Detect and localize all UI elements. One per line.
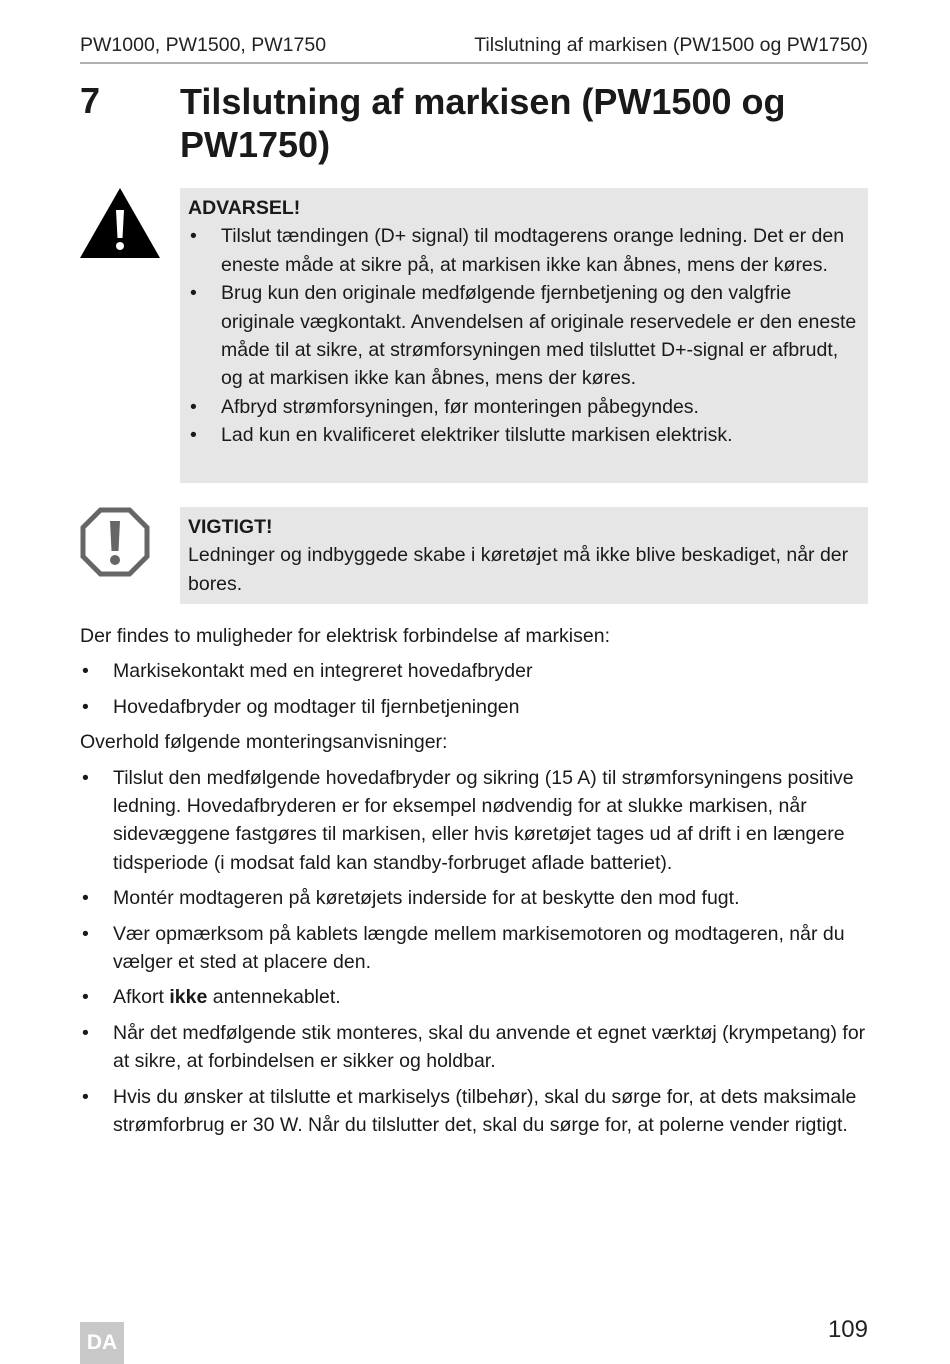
warning-list [188,222,858,449]
list-item: • Hovedafbryder og modtager til fjernbetjeningen [82,695,520,718]
list-item: • Vær opmærksom på kablets længde mellem markisemotoren og modtageren, når du vælger et sted at placere den. [82,922,845,974]
list-item: • Tilslut tændingen (D+ signal) til modtagerens orange ledning. Det er den eneste måde at sikre på, at markisen ikke kan åbnes, mens der køres. [190,225,845,276]
chapter-number: 7 [80,80,101,121]
intro-paragraph: Der findes to muligheder for elektrisk forbindelse af markisen: [80,625,610,647]
running-header [80,32,868,64]
important-box [180,507,868,604]
important-label: VIGTIGT! [188,516,273,538]
warning-box [180,188,868,483]
instructions-list [80,764,870,1140]
list-item: • Brug kun den originale medfølgende fjernbetjening og den valgfrie originale vægkontakt. Anvendelsen af originale reservedele er den eneste måde til at sikre, at strømforsyningen med tilsluttet D+-signal er afbrudt, og at markisen ikke kan åbnes, mens der køres. [190,282,857,390]
language-badge: DA [80,1322,124,1364]
important-octagon-icon [80,507,150,577]
chapter-title: Tilslutning af markisen (PW1500 og PW1750) [180,81,786,165]
list-item: • Montér modtageren på køretøjets inderside for at beskytte den mod fugt. [82,887,740,910]
important-text: Ledninger og indbyggede skabe i køretøjet må ikke blive beskadiget, når der bores. [188,544,849,595]
body-text [80,622,870,1140]
list-item: • Når det medfølgende stik monteres, skal du anvende et egnet værktøj (krympetang) for at sikre, at forbindelsen er sikker og holdbar. [82,1021,866,1073]
header-section-title: Tilslutning af markisen (PW1500 og PW1750) [474,34,868,56]
warning-triangle-icon [80,188,160,258]
instructions-heading: Overhold følgende monteringsanvisninger: [80,731,448,754]
list-item: • Lad kun en kvalificeret elektriker tilslutte markisen elektrisk. [190,424,733,447]
page-number: 109 [827,1316,868,1343]
header-model-list: PW1000, PW1500, PW1750 [80,34,327,56]
list-item: • Tilslut den medfølgende hovedafbryder og sikring (15 A) til strømforsyningens positive ledning. Hovedafbryderen er for eksempel nødvendig for at slukke markisen, når sidevæggene fastgøres til markisen, eller hvis køretøjet tages ud af drift i en længere tidsperiode (i modsat fald kan standby-forbruget aflade batteriet). [82,766,854,874]
options-list [80,657,870,721]
emphasis-ikke: ikke [169,986,208,1009]
list-item: • Afbryd strømforsyningen, før monteringen påbegyndes. [190,395,699,418]
list-item: • Markisekontakt med en integreret hovedafbryder [82,660,533,683]
list-item: • Hvis du ønsker at tilslutte et markiselys (tilbehør), skal du sørge for, at dets maksimale strømforbrug er 30 W. Når du tilslutter det, skal du sørge for, at polerne vender rigtigt. [82,1085,857,1137]
list-item: • Afkort ikke antennekablet. [82,986,341,1009]
warning-label: ADVARSEL! [188,197,301,219]
